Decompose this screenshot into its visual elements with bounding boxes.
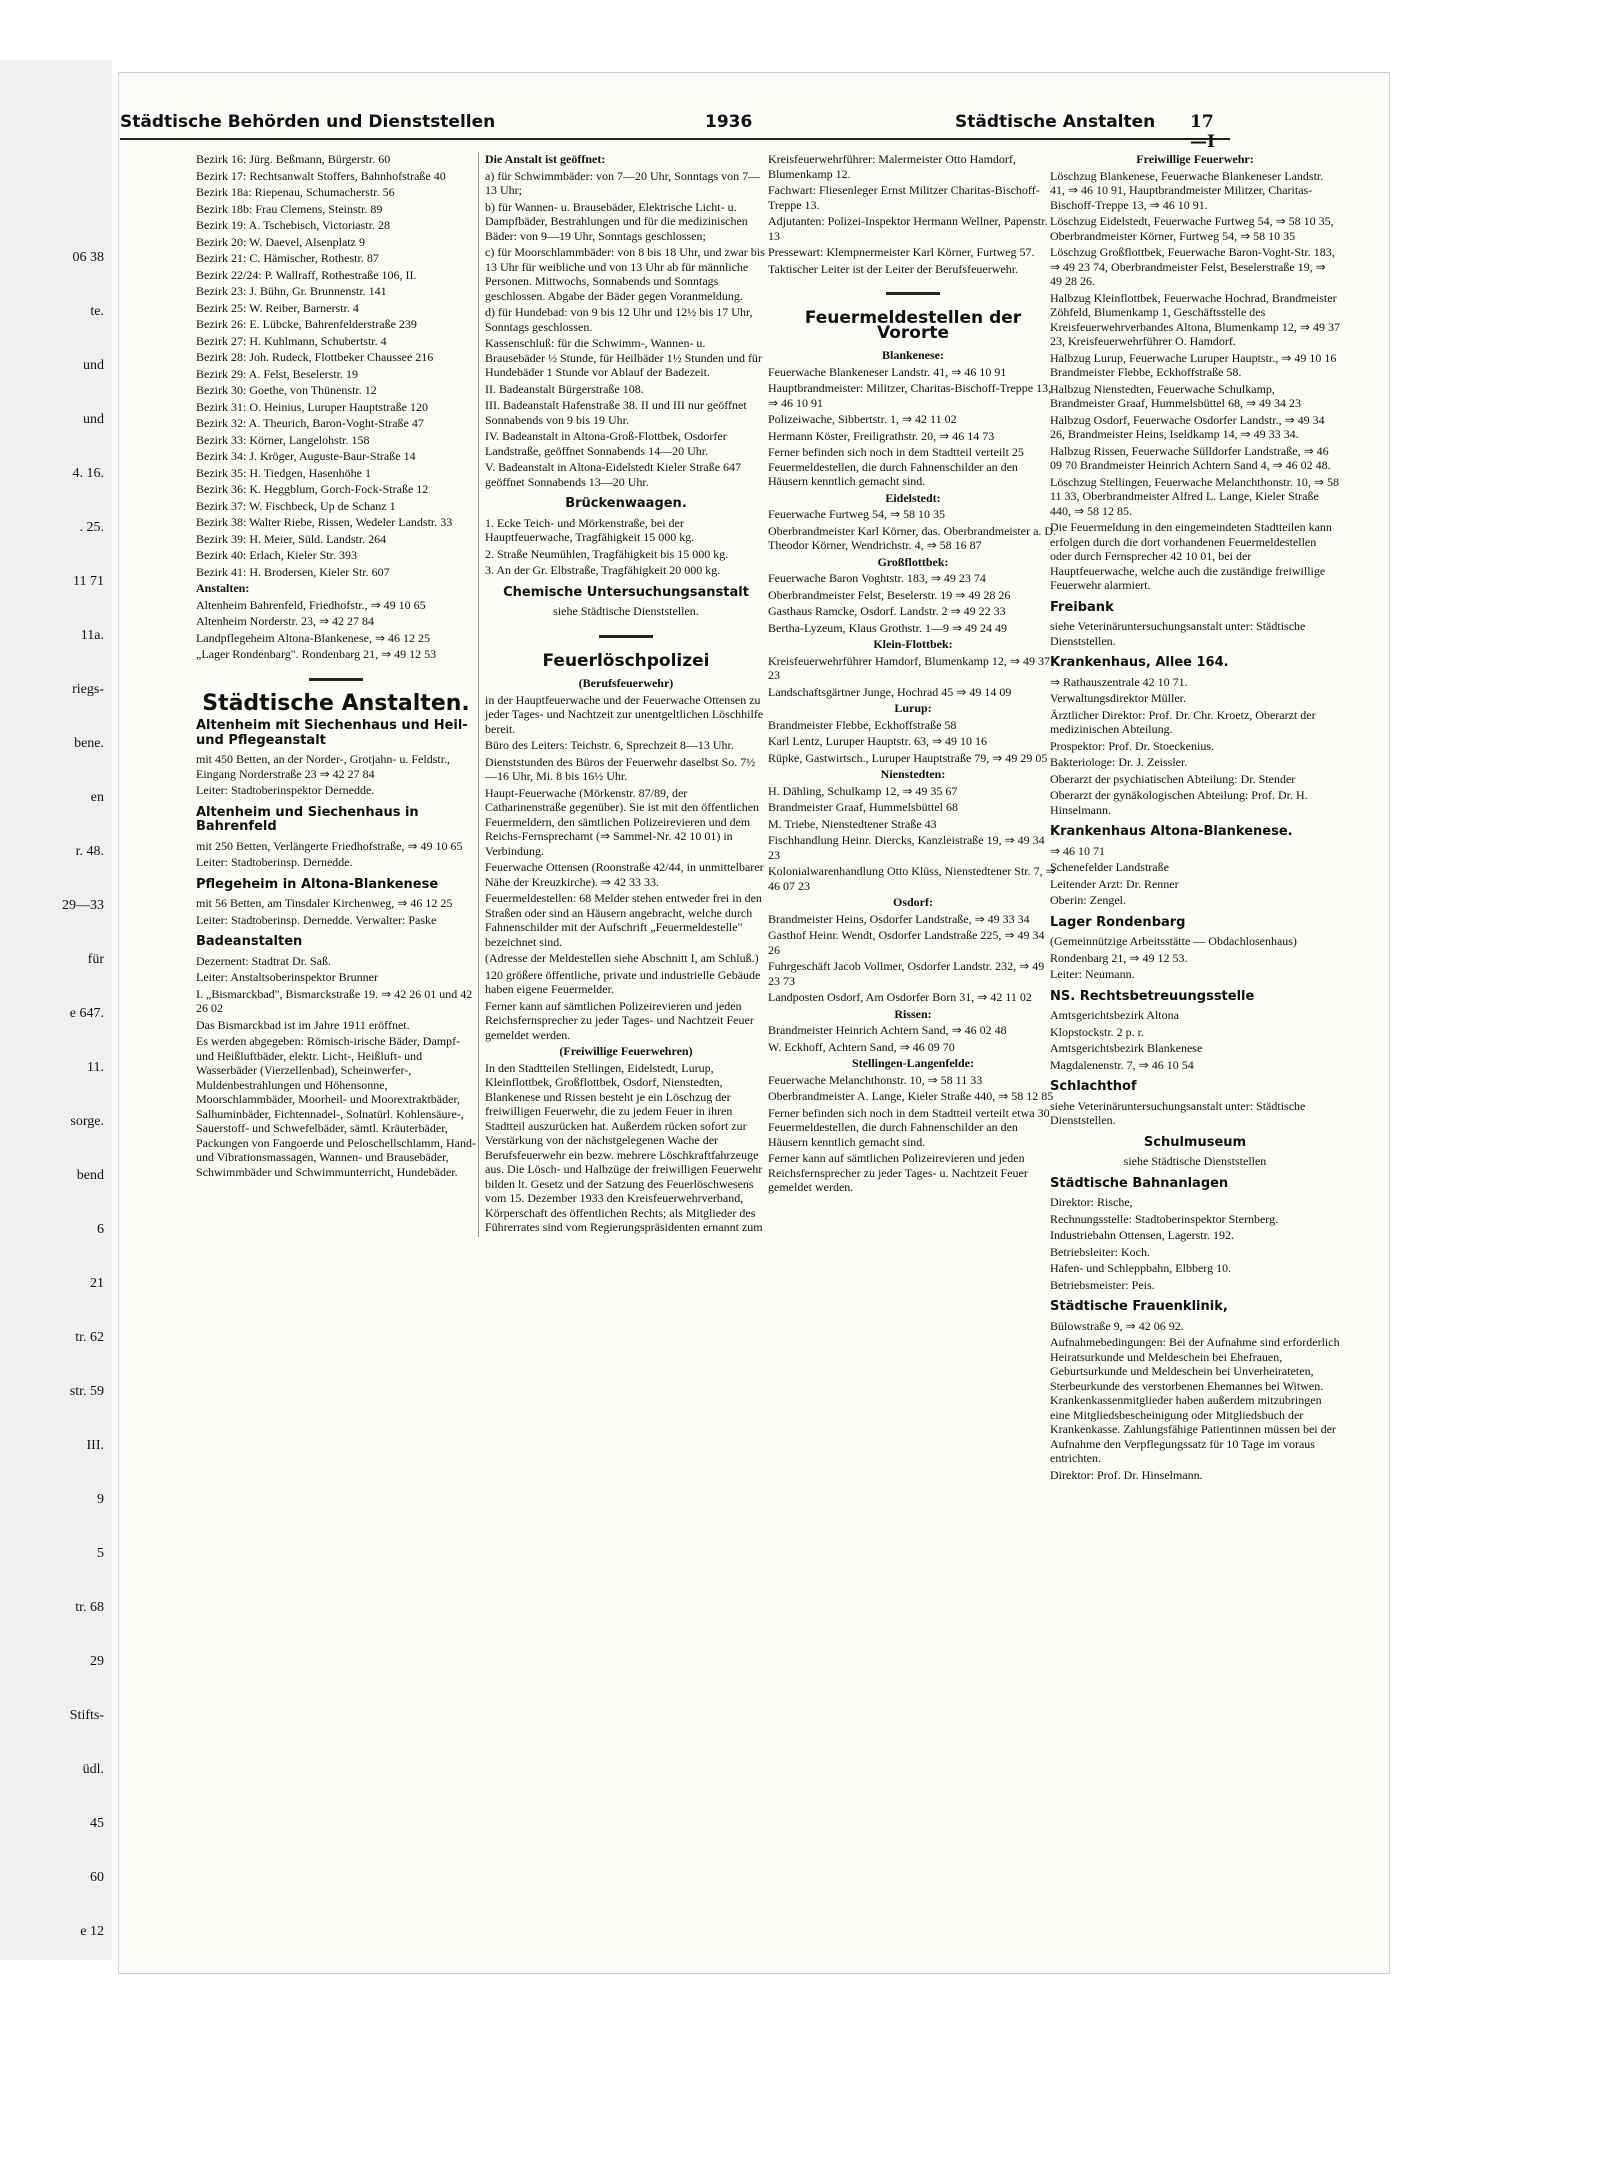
gutter-fragment: 29—33 [62,898,104,913]
list-item: Fachwart: Fliesenleger Ernst Militzer Charitas-Bischoff-Treppe 13. [768,183,1040,212]
list-item: Feuermeldestellen: 68 Melder stehen entweder frei in den Straßen oder sind an Häusern angebracht, welche durch Fahnenschilder mit der Aufschrift „Feuermeldestelle" bezeichnet sind. [485,891,762,949]
list-item: ⇒ 46 10 71 [1050,843,1106,858]
list-item: Oberbrandmeister Karl Körner, das. Oberbrandmeister a. D. Theodor Körner, Wendrichstr. 4, ⇒ 58 16 87 [768,523,1057,552]
page-number: 17—I [1190,112,1215,152]
list-item: Bezirk 22/24: P. Wallraff, Rothestraße 106, II. [196,267,417,282]
list-item: Bezirk 18a: Riepenau, Schumacherstr. 56 [196,185,395,199]
gutter-fragment: bene. [74,736,104,751]
list-item: 3. An der Gr. Elbstraße, Tragfähigkeit 20 000 kg. [485,563,721,577]
list-item: Kreisfeuerwehrführer: Malermeister Otto Hamdorf, Blumenkamp 12. [768,152,1016,181]
badeanstalten-list [196,954,476,1180]
column-1 [196,152,476,1181]
list-item: Bezirk 20: W. Daevel, Alsenplatz 9 [196,234,365,249]
list-item: Es werden abgegeben: Römisch-irische Bäder, Dampf- und Heißluftbäder, elektr. Licht-, Heißluft- und Wasserbäder (Vierzellenbad), Scheinwerfer-, Muldenbestrahlungen und Höhensonne, Moorschlammbäder, Moorheil- und Moorextraktbäder, Salhuminbäder, Fichtennadel-, Solnatürl. Kohlensäure-, Sauerstoff- und Schwefelbäder, sämtl. Kräuterbäder, Packungen von Fangoerde und Peloschellschlamm, Hand- und Vibrationsmassagen, Wannen- und Brausebäder, Schwimmbäder und Schwimmunterricht, Hundebäder. [196,1034,476,1179]
gutter-fragment: tr. 62 [75,1330,104,1345]
group-heading: Großflottbek: [877,554,949,569]
list-item: Prospektor: Prof. Dr. Stoeckenius. [1050,738,1214,753]
anstalten-list [196,598,476,662]
open-list [485,169,767,490]
list-item: Bertha-Lyzeum, Klaus Grothstr. 1—9 ⇒ 49 24 49 [768,620,1008,635]
gutter-fragment: sorge. [70,1114,104,1129]
list-item: Hermann Köster, Freiligrathstr. 20, ⇒ 46 14 73 [768,428,995,443]
list-item: c) für Moorschlammbäder: von 8 bis 18 Uhr, und zwar bis 13 Uhr für weibliche und von 13 Uhr ab für männliche Personen. Mittwochs, Sonnabends und Sonntags geschlossen. Abgabe der Bäder gegen Voranmeldung. [485,245,765,303]
list-item: (Adresse der Meldestellen siehe Abschnitt I, am Schluß.) [485,951,759,965]
list-item: Bezirk 35: H. Tiedgen, Hasenhöhe 1 [196,465,371,480]
list-item: Halbzug Lurup, Feuerwache Luruper Hauptstr., ⇒ 49 10 16 Brandmeister Flebbe, Eckhoffstraße 58. [1050,350,1337,379]
ns-list [1050,1008,1340,1072]
list-item: Ärztlicher Direktor: Prof. Dr. Chr. Kroetz, Oberarzt der medizinischen Abteilung. [1050,707,1316,736]
list-item: Kolonialwarenhandlung Otto Klüss, Nienstedtener Str. 7, ⇒ 46 07 23 [768,864,1056,893]
gutter-fragment: . 25. [79,520,104,535]
list-item: Betriebsleiter: Koch. [1050,1244,1150,1259]
list-item: Bezirk 33: Körner, Langelohstr. 158 [196,432,370,447]
anstalten-heading: Anstalten: [196,581,250,595]
list-item: Bezirk 38: Walter Riebe, Rissen, Wedeler Landstr. 33 [196,515,453,529]
list-item: Dezernent: Stadtrat Dr. Saß. [196,953,331,968]
list-item: H. Dähling, Schulkamp 12, ⇒ 49 35 67 [768,783,958,798]
left-page-edge [0,60,112,1960]
gutter-fragment: 11 71 [73,574,104,589]
gutter-fragment: für [87,952,104,967]
list-item: Direktor: Rische, [1050,1195,1133,1209]
list-item: a) für Schwimmbäder: von 7—20 Uhr, Sonntags von 7—13 Uhr; [485,168,761,197]
gutter-fragment: r. 48. [75,844,104,859]
list-item: II. Badeanstalt Bürgerstraße 108. [485,381,644,396]
list-item: ⇒ Rathauszentrale 42 10 71. [1050,674,1188,689]
list-item: Leiter: Anstaltsoberinspektor Brunner [196,970,378,984]
list-item: Ferner kann auf sämtlichen Polizeirevieren und jeden Reichsfernsprecher zu jeder Tages- und Nachtzeit Feuer gemeldet werden. [485,998,754,1042]
gutter-fragment: 60 [90,1870,104,1885]
list-item: Fischhandlung Heinr. Diercks, Kanzleistraße 19, ⇒ 49 34 23 [768,833,1045,862]
heading-pflegeheim: Pflegeheim in Altona-Blankenese [196,876,439,892]
heading-krankenhaus-blankenese: Krankenhaus Altona-Blankenese. [1050,824,1293,839]
bruecke-list [485,516,767,578]
list-item: Halbzug Nienstedten, Feuerwache Schulkamp, Brandmeister Graaf, Hummelsbüttel 68, ⇒ 49 34 23 [1050,381,1302,410]
list-item: Landposten Osdorf, Am Osdorfer Born 31, ⇒ 42 11 02 [768,990,1032,1004]
list-item: Rechnungsstelle: Stadtoberinspektor Sternberg. [1050,1211,1279,1226]
list-item: b) für Wannen- u. Brausebäder, Elektrische Licht- u. Dampfbäder, Bestrahlungen und für die medizinischen Bäder: von 9—19 Uhr, Sonntags geschlossen; [485,199,748,243]
krankenhaus-list [1050,675,1340,818]
column-3 [768,152,1058,1197]
list-item: Oberin: Zengel. [1050,893,1126,907]
heading-chemische: Chemische Untersuchungsanstalt [503,584,749,600]
list-item: Leitender Arzt: Dr. Renner [1050,876,1179,891]
list-item: Industriebahn Ottensen, Lagerstr. 192. [1050,1228,1234,1242]
list-item: Feuerwache Baron Voghtstr. 183, ⇒ 49 23 74 [768,571,986,585]
gutter-fragment: Stifts- [69,1708,104,1723]
heading-ns: NS. Rechtsbetreuungsstelle [1050,988,1255,1004]
gutter-fragment: 9 [97,1492,104,1507]
list-item: Amtsgerichtsbezirk Blankenese [1050,1041,1203,1055]
list-item: Brandmeister Graaf, Hummelsbüttel 68 [768,800,958,814]
list-item: Halbzug Osdorf, Feuerwache Osdorfer Landstr., ⇒ 49 34 26, Brandmeister Heins, Iseldkamp 14, ⇒ 49 33 34. [1050,412,1325,441]
list-item: Löschzug Eidelstedt, Feuerwache Furtweg 54, ⇒ 58 10 35, Oberbrandmeister Körner, Furtweg 54, ⇒ 58 10 35 [1050,214,1334,243]
list-item: Rondenbarg 21, ⇒ 49 12 53. [1050,950,1188,965]
lager-list [1050,934,1340,982]
list-item: Schenefelder Landstraße [1050,860,1169,874]
list-item: Rüpke, Gastwirtsch., Luruper Hauptstraße 79, ⇒ 49 29 05 [768,750,1048,765]
heading-lager: Lager Rondenbarg [1050,914,1186,930]
group-heading: Osdorf: [893,895,933,909]
list-item: Bezirk 30: Goethe, von Thünenstr. 12 [196,383,377,397]
list-item: Bezirk 39: H. Meier, Süld. Landstr. 264 [196,531,387,546]
gutter-fragment: III. [86,1438,104,1453]
heading-feuerloeschpolizei: Feuerlöschpolizei [542,650,710,671]
list-item: Gasthof Heinr. Wendt, Osdorfer Landstraße 225, ⇒ 49 34 26 [768,928,1045,957]
vororte-groups [768,348,1058,1195]
freiwillige-list [1050,169,1340,593]
list-item: Kreisfeuerwehrführer Hamdorf, Blumenkamp 12, ⇒ 49 37 23 [768,653,1050,682]
gutter-fragment: te. [90,304,104,319]
heading-schulmuseum: Schulmuseum [1143,1134,1247,1150]
list-item: Bezirk 17: Rechtsanwalt Stoffers, Bahnhofstraße 40 [196,168,446,183]
gutter-fragment: str. 59 [69,1384,104,1399]
header-year: 1936 [705,112,753,132]
list-item: Löschzug Blankenese, Feuerwache Blankeneser Landstr. 41, ⇒ 46 10 91, Hauptbrandmeister Militzer, Charitas-Bischoff-Treppe 13, ⇒ 46 10 91. [1050,168,1324,212]
kbl-list [1050,844,1340,908]
gutter-fragment: 11a. [80,628,104,643]
list-item: Halbzug Kleinflottbek, Feuerwache Hochrad, Brandmeister Zöhfeld, Blumenkamp 1, Geschäftsstelle des Kreisfeuerwehrverbandes Altona, Blumenkamp 12, ⇒ 49 37 23, Kreisfeuerwehrführer O. Hamdorf. [1050,290,1340,348]
group-heading: Eidelstedt: [885,490,941,505]
subheading: (Berufsfeuerwehr) [578,676,674,690]
list-item: Löschzug Großflottbek, Feuerwache Baron-Voght-Str. 183, ⇒ 49 23 74, Oberbrandmeister Felst, Beselerstraße 19, ⇒ 49 28 26. [1050,245,1335,288]
list-item: Oberbrandmeister A. Lange, Kieler Straße 440, ⇒ 58 12 85 [768,1089,1054,1103]
group-heading: Stellingen-Langenfelde: [852,1056,974,1070]
list-item: Bezirk 21: C. Hämischer, Rothestr. 87 [196,251,379,265]
section-title: Städtische Anstalten. [202,690,470,716]
list-item: Betriebsmeister: Peis. [1050,1277,1155,1292]
text: Leiter: Stadtoberinsp. Dernedde. Verwalter: Paske [196,912,437,927]
list-item: Brandmeister Heinrich Achtern Sand, ⇒ 46 02 48 [768,1023,1007,1037]
divider [599,635,653,638]
list-item: Brandmeister Heins, Osdorfer Landstraße, ⇒ 49 33 34 [768,911,1030,926]
text: mit 56 Betten, am Tinsdaler Kirchenweg, ⇒ 46 12 25 [196,896,453,910]
list-item: Bezirk 31: O. Heinius, Luruper Hauptstraße 120 [196,399,428,414]
heading-feuermeldestellen: Feuermeldestellen der Vororte [804,308,1022,343]
list-item: Feuerwache Blankeneser Landstr. 41, ⇒ 46 10 91 [768,364,1007,379]
list-item: Ferner befinden sich noch in dem Stadtteil verteilt 25 Feuermeldestellen, die durch Fahnenschilder an den Häusern kenntlich gemacht sind. [768,445,1024,488]
group-heading: Blankenese: [881,348,944,362]
list-item: d) für Hundebad: von 9 bis 12 Uhr und 12½ bis 17 Uhr, Sonntags geschlossen. [485,305,753,334]
list-item: Feuerwache Ottensen (Roonstraße 42/44, in unmittelbarer Nähe der Kreuzkirche). ⇒ 42 33 33. [485,860,764,889]
header-left: Städtische Behörden und Dienststellen [120,112,496,132]
kreis-list [768,152,1058,276]
gutter-fragment: tr. 68 [75,1600,104,1615]
list-item: III. Badeanstalt Hafenstraße 38. II und III nur geöffnet Sonnabends von 9 bis 19 Uhr. [485,398,747,427]
list-item: Bezirk 16: Jürg. Beßmann, Bürgerstr. 60 [196,152,391,166]
list-item: Hafen- und Schleppbahn, Elbberg 10. [1050,1261,1232,1275]
header-center: Städtische Anstalten [955,112,1156,132]
running-header [120,108,1230,152]
gutter-fragment: bend [76,1168,104,1183]
gutter-fragment: 6 [97,1222,104,1237]
list-item: in der Hauptfeuerwache und der Feuerwache Ottensen zu jeder Tages- und Nachtzeit zur unentgeltlichen Löschhilfe bereit. [485,692,764,736]
list-item: Ferner befinden sich noch in dem Stadtteil verteilt etwa 30 Feuermeldestellen, die durch Fahnenschilder an den Häusern kenntlich gemacht sind. [768,1105,1050,1149]
list-item: Adjutanten: Polizei-Inspektor Hermann Wellner, Papenstr. 13 [768,214,1048,243]
list-item: Bezirk 18b: Frau Clemens, Steinstr. 89 [196,201,383,216]
list-item: Feuerwache Melanchthonstr. 10, ⇒ 58 11 33 [768,1072,983,1087]
gutter-fragment: 06 38 [72,250,104,265]
list-item: Kassenschluß: für die Schwimm-, Wannen- u. Brausebäder ½ Stunde, für Heilbäder 1½ Stunden und für Hundebäder 1 Stunde vor Ablauf der Badezeit. [485,336,762,379]
text: Leiter: Stadtoberinspektor Dernedde. [196,783,375,797]
list-item: Bezirk 27: H. Kuhlmann, Schubertstr. 4 [196,333,387,348]
group-heading: Nienstedten: [880,767,946,781]
list-item: 2. Straße Neumühlen, Tragfähigkeit bis 15 000 kg. [485,546,729,561]
column-2 [478,152,767,1237]
list-item: Bezirk 36: K. Heggblum, Gorch-Fock-Straße 12 [196,482,429,496]
gutter-fragment: 5 [97,1546,104,1561]
list-item: Pressewart: Klempnermeister Karl Körner, Furtweg 57. [768,245,1035,259]
list-item: Bezirk 40: Erlach, Kieler Str. 393 [196,548,357,562]
list-item: IV. Badeanstalt in Altona-Groß-Flottbek, Osdorfer Landstraße, geöffnet Sonnabends 14—20 Uhr. [485,429,727,458]
list-item: Bezirk 23: J. Bühn, Gr. Brunnenstr. 141 [196,284,387,298]
text: In den Stadtteilen Stellingen, Eidelstedt, Lurup, Kleinflottbek, Großflottbek, Osdorf, Nienstedten, Blankenese und Rissen besteht je ein Löschzug der freiwilligen Feuerwehr, die zu jedem Feuer in ihren Stadtteil auszurücken hat. Außerdem rücken sofort zur Verstärkung von der nächstgelegenen Wache der Berufsfeuerwehr ein bezw. mehrere Löschkraftfahrzeuge aus. Die Lösch- und Halbzüge der freiwilligen Feuerwehr bilden lt. Gesetz und der Satzung des Feuerlöschwesens vom 15. Dezember 1933 den Kreisfeuerwehrverband, Körperschaft des öffentlichen Rechts; als Mitglieder des Führerrates sind vom Regierungspräsidenten ernannt zum [485,1060,763,1234]
text: Leiter: Stadtoberinsp. Dernedde. [196,855,353,869]
list-item: Hauptbrandmeister: Militzer, Charitas-Bischoff-Treppe 13, ⇒ 46 10 91 [768,381,1052,410]
text: mit 250 Betten, Verlängerte Friedhofstraße, ⇒ 49 10 65 [196,838,463,853]
list-item: W. Eckhoff, Achtern Sand, ⇒ 46 09 70 [768,1039,955,1054]
list-item: Bezirk 28: Joh. Rudeck, Flottbeker Chaussee 216 [196,350,434,364]
list-item: Brandmeister Flebbe, Eckhoffstraße 58 [768,717,957,732]
column-4 [1050,152,1340,1484]
list-item: 1. Ecke Teich- und Mörkenstraße, bei der Hauptfeuerwache, Tragfähigkeit 15 000 kg. [485,515,695,544]
list-item: Oberarzt der gynäkologischen Abteilung: Prof. Dr. H. Hinselmann. [1050,788,1308,817]
subheading: Freiwillige Feuerwehr: [1136,152,1254,166]
gutter-fragment: 4. 16. [72,466,104,481]
heading-frauenklinik: Städtische Frauenklinik, [1050,1299,1228,1314]
list-item: Bezirk 32: A. Theurich, Baron-Voght-Straße 47 [196,416,424,430]
list-item: Landschaftsgärtner Junge, Hochrad 45 ⇒ 49 14 09 [768,684,1012,699]
list-item: Ferner kann auf sämtlichen Polizeirevieren und jeden Reichsfernsprecher zu jeder Tages- u. Nachtzeit Feuer gemeldet werden. [768,1151,1028,1194]
list-item: Das Bismarckbad ist im Jahre 1911 eröffnet. [196,1017,410,1032]
list-item: Magdalenenstr. 7, ⇒ 46 10 54 [1050,1057,1194,1072]
list-item: Amtsgerichtsbezirk Altona [1050,1008,1179,1022]
list-item: (Gemeinnützige Arbeitsstätte — Obdachlosenhaus) [1050,934,1297,948]
gutter-fragment: 29 [90,1654,104,1669]
gutter-fragment: und [83,412,104,427]
list-item: Gasthaus Ramcke, Osdorf. Landstr. 2 ⇒ 49 22 33 [768,604,1006,618]
frauen-list [1050,1319,1340,1483]
gutter-fragment: 11. [87,1060,104,1075]
heading-freibank: Freibank [1050,599,1114,615]
list-item: Haupt-Feuerwache (Mörkenstr. 87/89, der Catharinenstraße gegenüber). Sie ist mit den öffentlichen Feuermeldern, den sämtlichen Polizeirevieren und dem Reichs-Fernsprechamt (⇒ Sammel-Nr. 42 10 01) in Verbindung. [485,785,760,858]
list-item: Bezirk 37: W. Fischbeck, Up de Schanz 1 [196,498,396,513]
list-item: Verwaltungsdirektor Müller. [1050,691,1186,705]
list-item: Altenheim Bahrenfeld, Friedhofstr., ⇒ 49 10 65 [196,597,426,612]
group-heading: Lurup: [894,701,932,715]
gutter-fragment: riegs- [72,682,104,697]
list-item: Löschzug Stellingen, Feuerwache Melanchthonstr. 10, ⇒ 58 11 33, Oberbrandmeister Alfred L. Lange, Kieler Straße 440, ⇒ 58 12 85. [1050,474,1339,518]
list-item: Bezirk 26: E. Lübcke, Bahrenfelderstraße 239 [196,317,417,331]
list-item: 120 größere öffentliche, private und industrielle Gebäude haben eigene Feuermelder. [485,967,761,996]
text: siehe Städtische Dienststellen [1123,1154,1267,1168]
open-heading: Die Anstalt ist geöffnet: [485,152,606,166]
list-item: Karl Lentz, Luruper Hauptstr. 63, ⇒ 49 10 16 [768,734,988,748]
divider [309,678,363,681]
list-item: M. Triebe, Nienstedtener Straße 43 [768,816,937,831]
list-item: Altenheim Norderstr. 23, ⇒ 42 27 84 [196,614,375,628]
list-item: Polizeiwache, Sibbertstr. 1, ⇒ 42 11 02 [768,412,957,426]
list-item: Bakteriologe: Dr. J. Zeissler. [1050,755,1188,769]
list-item: Fuhrgeschäft Jacob Vollmer, Osdorfer Landstr. 232, ⇒ 49 23 73 [768,959,1045,988]
gutter-fragment: üdl. [82,1762,104,1777]
list-item: Taktischer Leiter ist der Leiter der Berufsfeuerwehr. [768,261,1019,276]
header-rule [120,138,1230,140]
list-item: Feuerwache Furtweg 54, ⇒ 58 10 35 [768,507,946,521]
list-item: „Lager Rondenbarg". Rondenbarg 21, ⇒ 49 12 53 [196,647,437,661]
heading-bahnanlagen: Städtische Bahnanlagen [1050,1175,1229,1191]
heading-schlachthof: Schlachthof [1050,1079,1137,1094]
heading-bahrenfeld: Altenheim und Siechenhaus in Bahrenfeld [196,804,419,834]
list-item: Direktor: Prof. Dr. Hinselmann. [1050,1467,1203,1482]
list-item: Oberarzt der psychiatischen Abteilung: Dr. Stender [1050,771,1296,786]
list-item: Bezirk 41: H. Brodersen, Kieler Str. 607 [196,564,390,579]
feuer-list [485,693,767,1043]
list-item: V. Badeanstalt in Altona-Eidelstedt Kieler Straße 647 geöffnet Sonnabends 13—20 Uhr. [485,460,742,489]
divider [886,292,940,295]
heading-siechenhaus: Altenheim mit Siechenhaus und Heil- und Pflegeanstalt [196,718,468,748]
list-item: Klopstockstr. 2 p. r. [1050,1024,1145,1039]
list-item: Leiter: Neumann. [1050,967,1135,981]
list-item: Büro des Leiters: Teichstr. 6, Sprechzeit 8—13 Uhr. [485,738,734,752]
text: siehe Städtische Dienststellen. [553,604,699,618]
gutter-fragment: e 647. [69,1006,104,1021]
group-heading: Klein-Flottbek: [873,637,953,651]
heading-brueckenwaagen: Brückenwaagen. [565,496,687,511]
text: mit 450 Betten, an der Norder-, Grotjahn- u. Feldstr., Eingang Norderstraße 23 ⇒ 42 27 84 [196,752,451,781]
list-item: Bülowstraße 9, ⇒ 42 06 92. [1050,1318,1184,1333]
heading-badeanstalten: Badeanstalten [196,934,303,949]
gutter-fragment: 21 [90,1276,104,1291]
text: siehe Veterinäruntersuchungsanstalt unter: Städtische Dienststellen. [1050,1098,1306,1127]
list-item: Bezirk 29: A. Felst, Beselerstr. 19 [196,366,358,381]
gutter-fragment: und [83,358,104,373]
list-item: Landpflegeheim Altona-Blankenese, ⇒ 46 12 25 [196,630,430,645]
gutter-fragment: e 12 [80,1924,104,1939]
text: siehe Veterinäruntersuchungsanstalt unter: Städtische Dienststellen. [1050,619,1306,648]
list-item: Die Feuermeldung in den eingemeindeten Stadtteilen kann erfolgen durch die dort vorhandenen Feuermeldestellen oder durch Fernsprecher 42 10 01, bei der Hauptfeuerwache, welche auch die zuständige freiwillige Feuerwehr alarmiert. [1050,520,1332,592]
list-item: Bezirk 34: J. Kröger, Auguste-Baur-Straße 14 [196,449,416,463]
subheading: (Freiwillige Feuerwehren) [559,1044,693,1058]
list-item: Dienststunden des Büros der Feuerwehr daselbst So. 7½—16 Uhr, Mi. 8 bis 16½ Uhr. [485,754,756,783]
heading-krankenhaus: Krankenhaus, Allee 164. [1050,655,1229,670]
list-item: I. „Bismarckbad", Bismarckstraße 19. ⇒ 42 26 01 und 42 26 02 [196,986,473,1015]
list-item: Oberbrandmeister Felst, Beselerstr. 19 ⇒ 49 28 26 [768,587,1011,602]
bahn-list [1050,1195,1340,1292]
list-item: Halbzug Rissen, Feuerwache Sülldorfer Landstraße, ⇒ 46 09 70 Brandmeister Heinrich Achtern Sand 4, ⇒ 46 02 48. [1050,443,1331,472]
list-item: Bezirk 19: A. Tschebisch, Victoriastr. 28 [196,218,390,232]
group-heading: Rissen: [894,1006,932,1021]
gutter-fragment: 45 [90,1816,104,1831]
list-item: Aufnahmebedingungen: Bei der Aufnahme sind erforderlich Heiratsurkunde und Meldeschein bei Ehefrauen, Geburtsurkunde und Meldeschein bei Unverheirateten, Sterbeurkunde des verstorbenen Ehemannes bei Witwen. Krankenkassenmitglieder haben außerdem mitzubringen eine Mitgliedsbescheinigung oder Mitgliedsbuch der Krankenkasse. Zahlungsfähige Patientinnen müssen bei der Aufnahme den Verpflegungssatz für 10 Tage im voraus entrichten. [1050,1335,1340,1465]
bezirk-list [196,152,476,579]
list-item: Bezirk 25: W. Reiber, Barnerstr. 4 [196,300,359,315]
gutter-fragment: en [90,790,104,805]
